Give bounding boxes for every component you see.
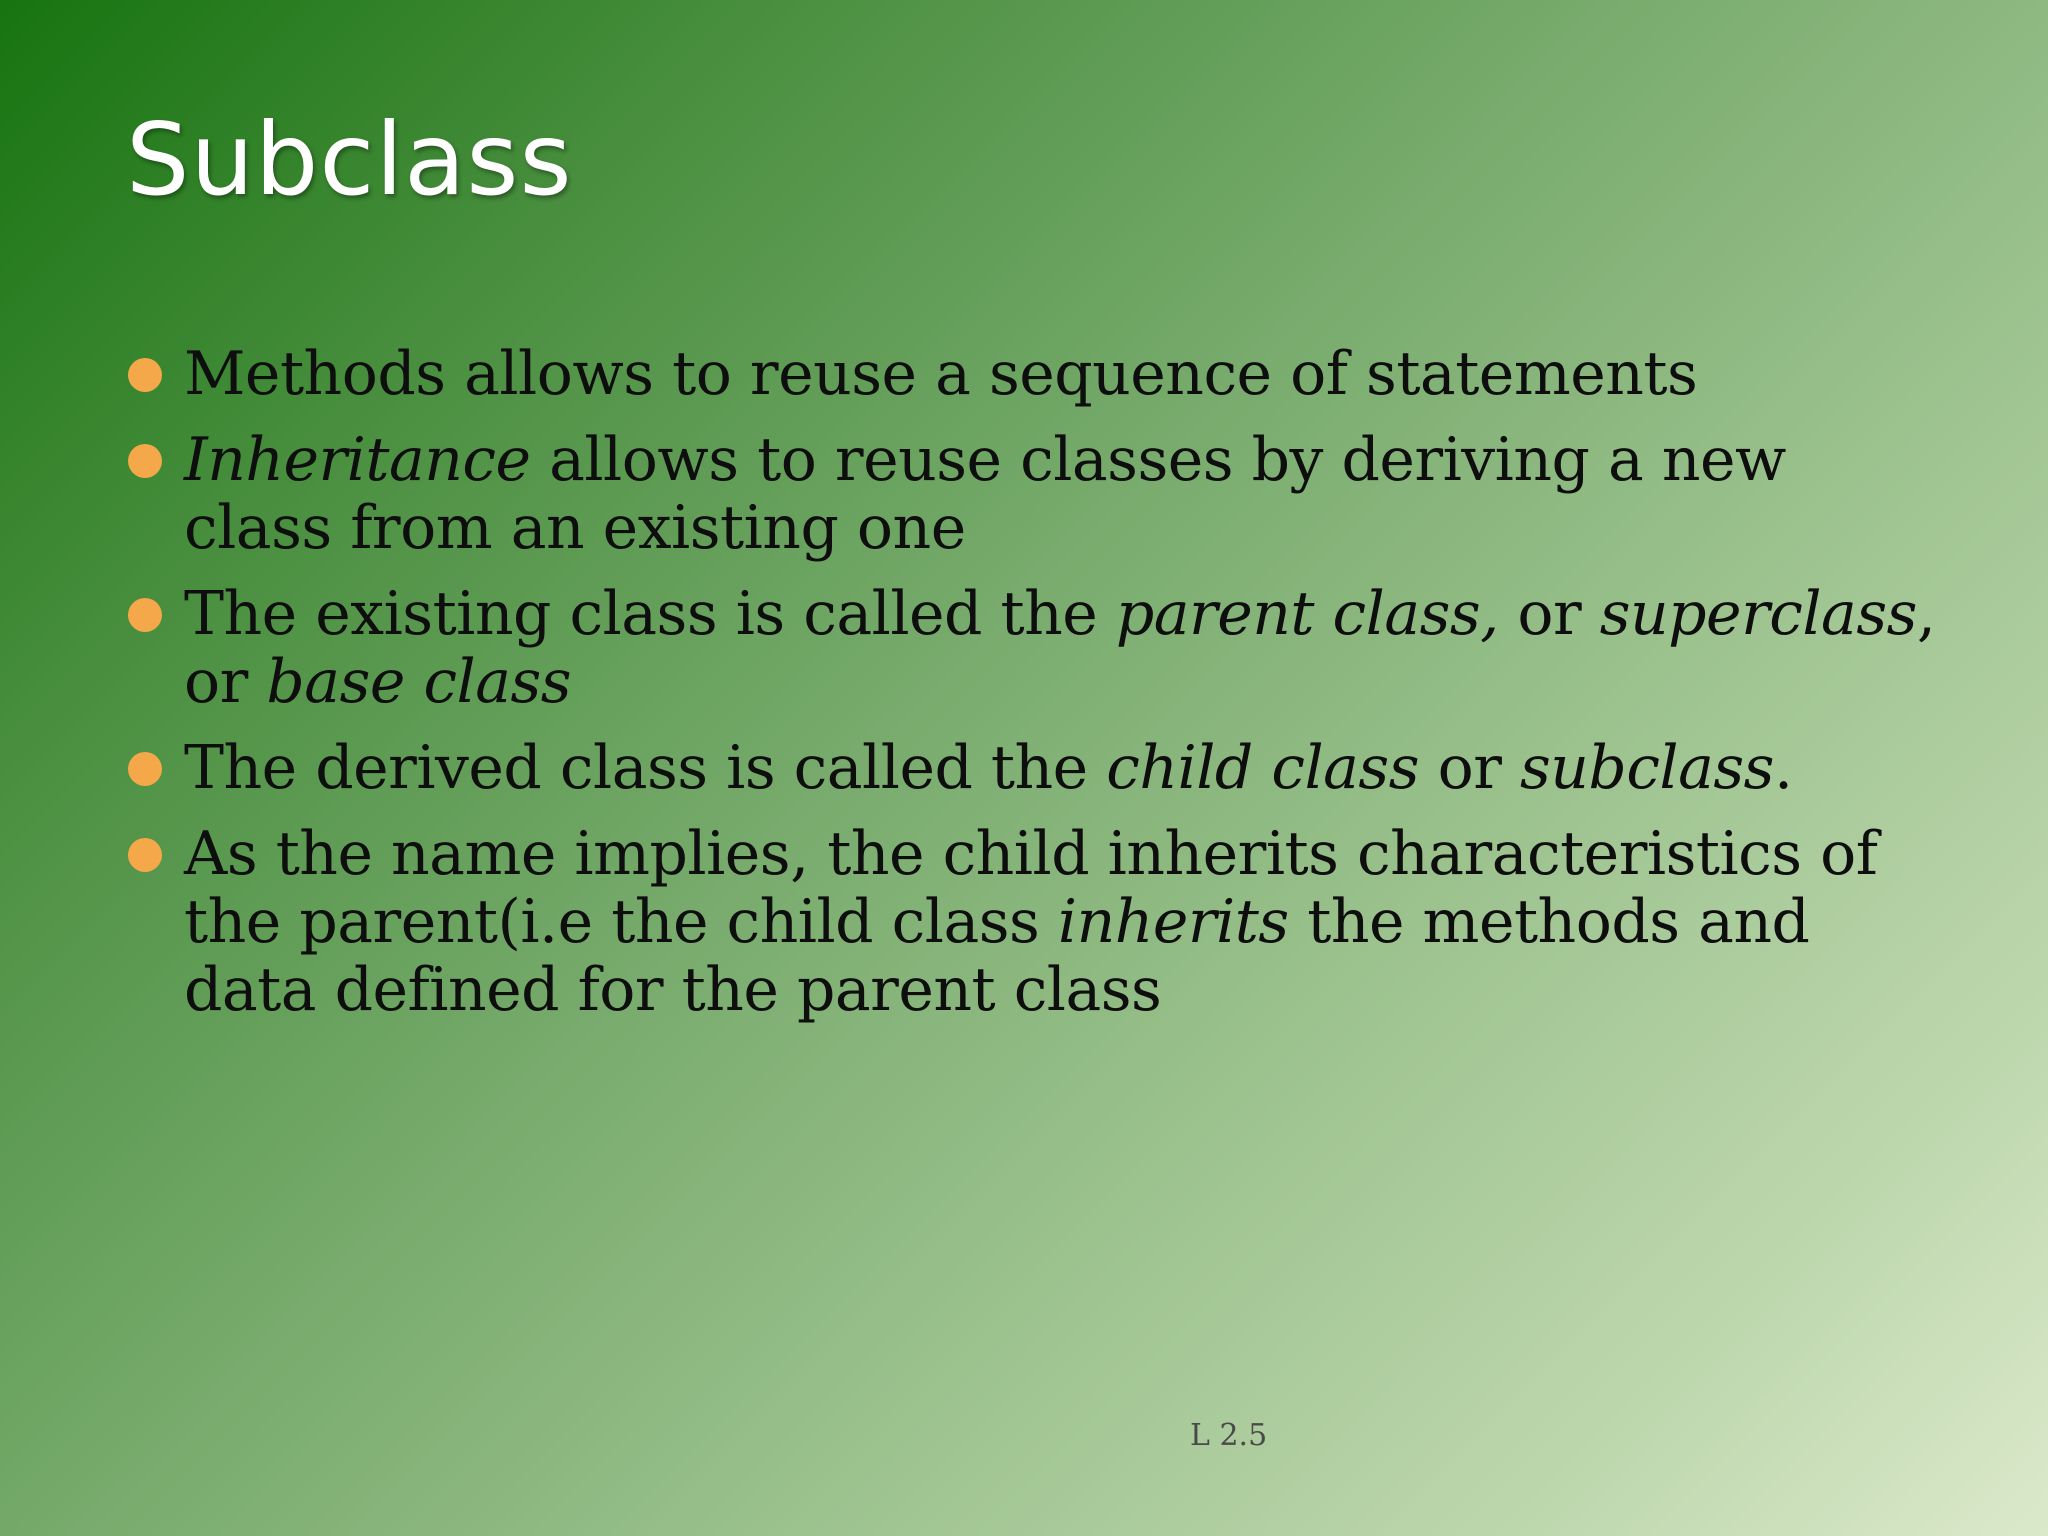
- bullet-emphasis: inherits: [1057, 887, 1289, 957]
- bullet-item: [128, 820, 1948, 1024]
- bullet-segment: The existing class is called the: [184, 579, 1116, 649]
- bullet-emphasis: base class: [266, 647, 572, 717]
- bullet-segment: the methods and data defined for the parent class: [184, 887, 1810, 1025]
- bullet-segment: Methods allows to reuse a sequence of statements: [184, 339, 1698, 409]
- bullet-segment: , or: [184, 579, 1936, 717]
- bullet-text: [184, 579, 1935, 717]
- bullet-dot-icon: [128, 752, 162, 786]
- bullet-emphasis: subclass: [1519, 733, 1774, 803]
- bullet-emphasis: Inheritance: [184, 425, 531, 495]
- bullet-dot-icon: [128, 838, 162, 872]
- slide-number: L 2.5: [1190, 1418, 1268, 1453]
- bullet-segment: As the name implies, the child inherits characteristics of the parent(i.e the child class: [184, 819, 1878, 957]
- bullet-item: [128, 580, 1948, 716]
- bullet-item: [128, 734, 1948, 802]
- bullet-dot-icon: [128, 358, 162, 392]
- bullet-segment: or: [1419, 733, 1520, 803]
- bullet-emphasis: child class: [1106, 733, 1420, 803]
- bullet-item: [128, 426, 1948, 562]
- bullet-text: [184, 339, 1697, 409]
- bullet-segment: allows to reuse classes by deriving a new class from an existing one: [184, 425, 1786, 563]
- bullet-item: [128, 340, 1948, 408]
- bullet-list: [128, 340, 1948, 1042]
- bullet-dot-icon: [128, 444, 162, 478]
- bullet-segment: .: [1773, 733, 1793, 803]
- slide-title: Subclass: [126, 101, 573, 218]
- bullet-segment: The derived class is called the: [184, 733, 1107, 803]
- bullet-emphasis: superclass: [1599, 579, 1917, 649]
- bullet-text: [184, 733, 1793, 803]
- bullet-text: [184, 819, 1877, 1025]
- bullet-text: [184, 425, 1786, 563]
- bullet-segment: or: [1498, 579, 1600, 649]
- bullet-emphasis: parent class,: [1115, 579, 1499, 649]
- bullet-dot-icon: [128, 598, 162, 632]
